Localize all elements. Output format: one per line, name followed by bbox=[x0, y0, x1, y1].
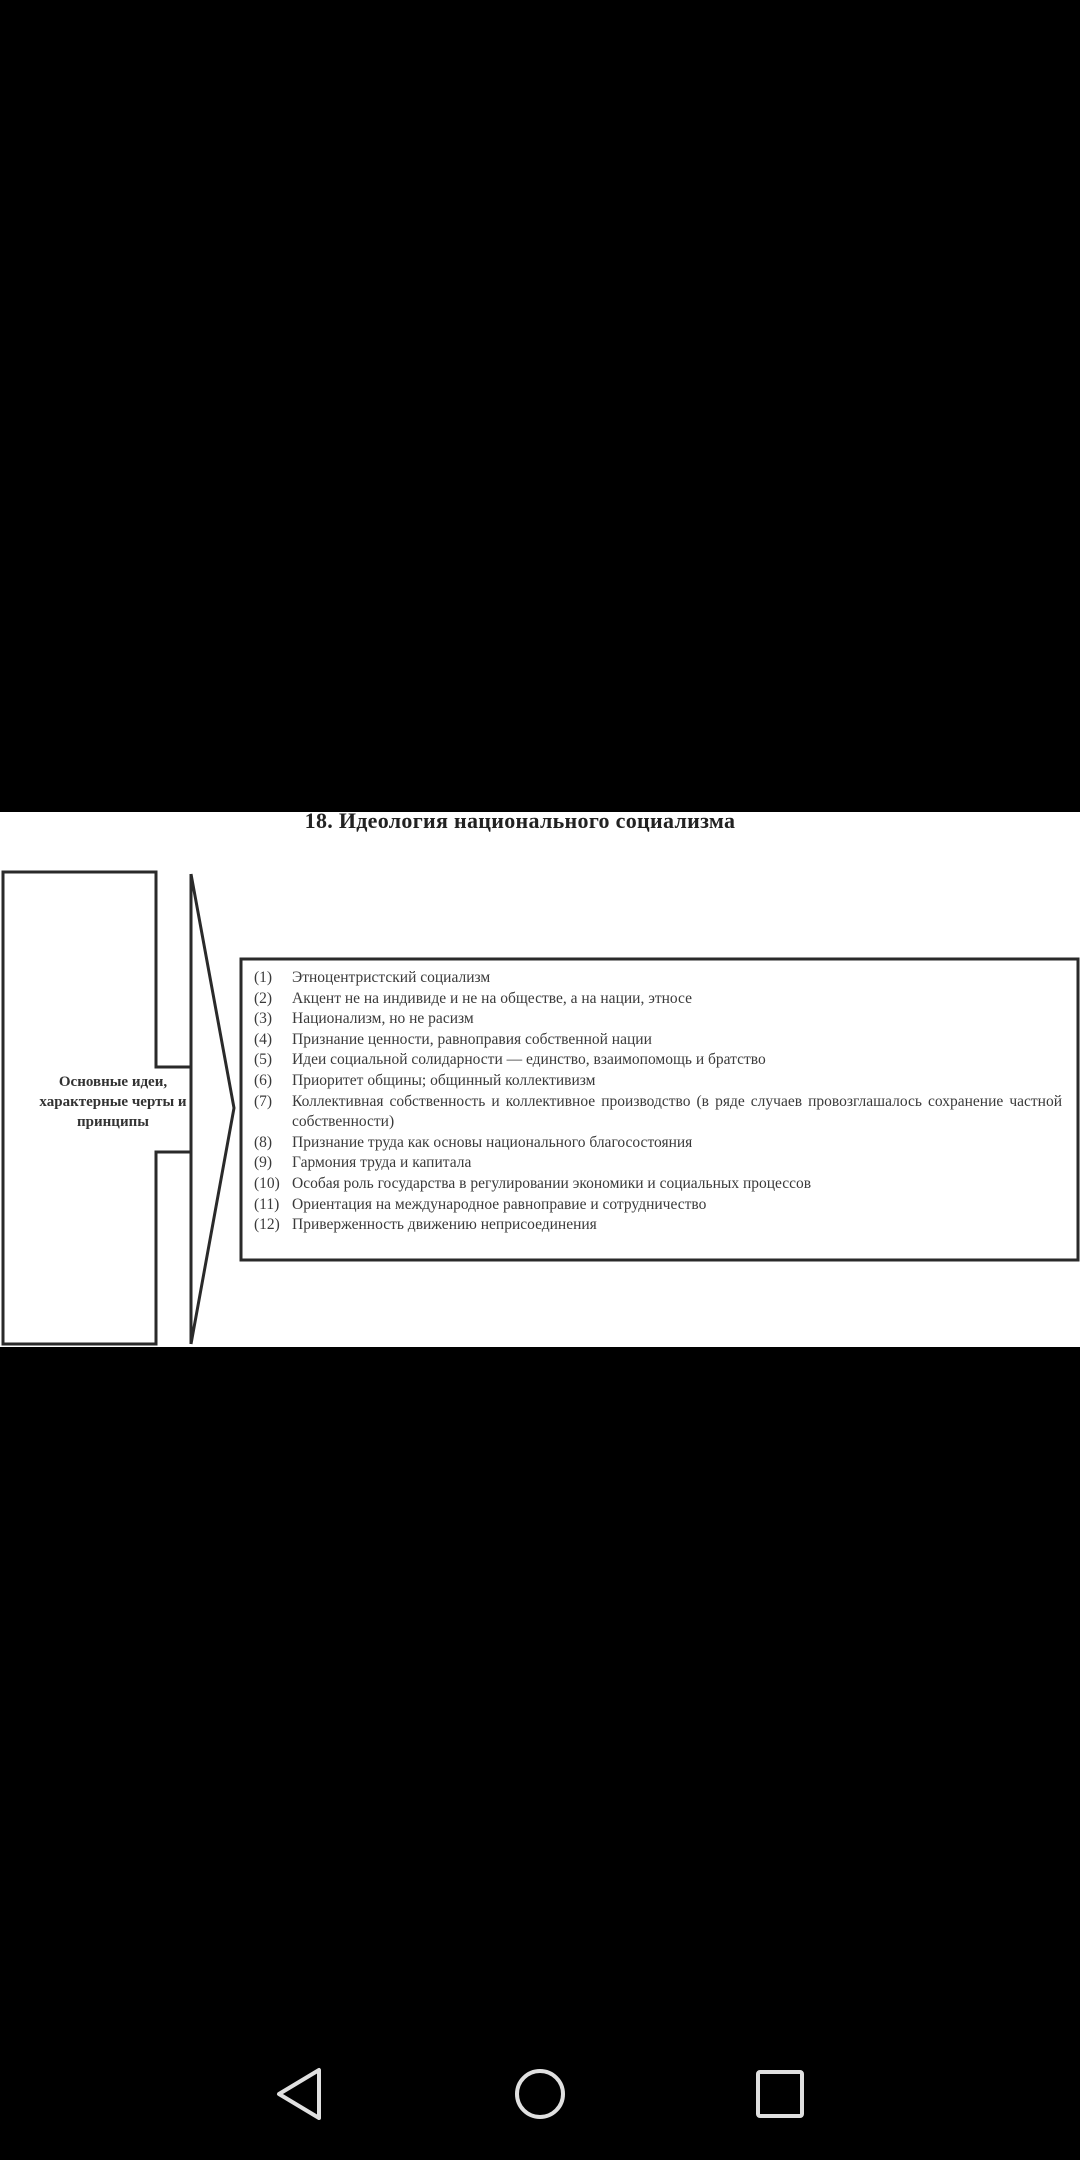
list-item bbox=[254, 989, 1062, 1010]
list-item bbox=[254, 1050, 1062, 1071]
list-item-number: (9) bbox=[254, 1154, 273, 1172]
system-navigation-bar bbox=[0, 2040, 1080, 2160]
list-item-text: Национализм, но не расизм bbox=[292, 1010, 474, 1028]
list-item-number: (4) bbox=[254, 1030, 273, 1048]
list-item-text: Приверженность движению неприсоединения bbox=[292, 1216, 597, 1234]
list-item bbox=[254, 968, 1062, 989]
list-item-text: Приоритет общины; общинный коллективизм bbox=[292, 1071, 596, 1089]
home-circle-icon bbox=[512, 2066, 568, 2122]
list-item-text: Гармония труда и капитала bbox=[292, 1154, 472, 1172]
list-item-number: (8) bbox=[254, 1133, 273, 1151]
list-item-number: (1) bbox=[254, 969, 273, 986]
list-item-text: Ориентация на международное равноправие и сотрудничество bbox=[292, 1195, 707, 1213]
list-item-text: Акцент не на индивиде и не на обществе, а на нации, этносе bbox=[292, 989, 693, 1007]
recents-square-icon bbox=[754, 2068, 806, 2120]
back-triangle-icon bbox=[273, 2066, 325, 2122]
list-item bbox=[254, 1071, 1062, 1092]
list-item-text: Особая роль государства в регулировании экономики и социальных процессов bbox=[292, 1174, 812, 1192]
list-item bbox=[254, 1092, 1062, 1133]
back-button[interactable] bbox=[259, 2054, 339, 2134]
list-item bbox=[254, 1215, 1062, 1236]
list-item-number: (6) bbox=[254, 1071, 273, 1089]
home-button[interactable] bbox=[500, 2054, 580, 2134]
list-item bbox=[254, 1009, 1062, 1030]
block-label: Основные идеи, характерные черты и принципы bbox=[39, 1074, 187, 1130]
list-item-text: Коллективная собственность и коллективное производство (в ряде случаев провозглашалось сохранение частной собственности) bbox=[292, 1092, 1062, 1131]
list-item bbox=[254, 1174, 1062, 1195]
list-item bbox=[254, 1195, 1062, 1216]
list-item-number: (10) bbox=[254, 1174, 280, 1192]
list-item-number: (11) bbox=[254, 1195, 280, 1213]
list-item-text: Этноцентристский социализм bbox=[292, 969, 491, 986]
list-item-number: (7) bbox=[254, 1092, 273, 1110]
list-item-number: (3) bbox=[254, 1010, 273, 1028]
list-item-number: (2) bbox=[254, 989, 273, 1007]
diagram-title-text: 18. Идеология национального социализма bbox=[304, 812, 736, 833]
list-item-text: Признание труда как основы национального благосостояния bbox=[292, 1133, 693, 1151]
principles-list bbox=[242, 960, 1072, 1260]
list-item-text: Признание ценности, равноправия собственной нации bbox=[292, 1030, 652, 1048]
list-item-text: Идеи социальной солидарности — единство, взаимопомощь и братство bbox=[292, 1051, 766, 1069]
list-item-number: (5) bbox=[254, 1051, 273, 1069]
list-item-number: (12) bbox=[254, 1216, 280, 1234]
recents-button[interactable] bbox=[740, 2054, 820, 2134]
list-item bbox=[254, 1153, 1062, 1174]
photo-diagram[interactable] bbox=[0, 812, 1080, 1347]
list-item bbox=[254, 1030, 1062, 1051]
list-item bbox=[254, 1133, 1062, 1154]
